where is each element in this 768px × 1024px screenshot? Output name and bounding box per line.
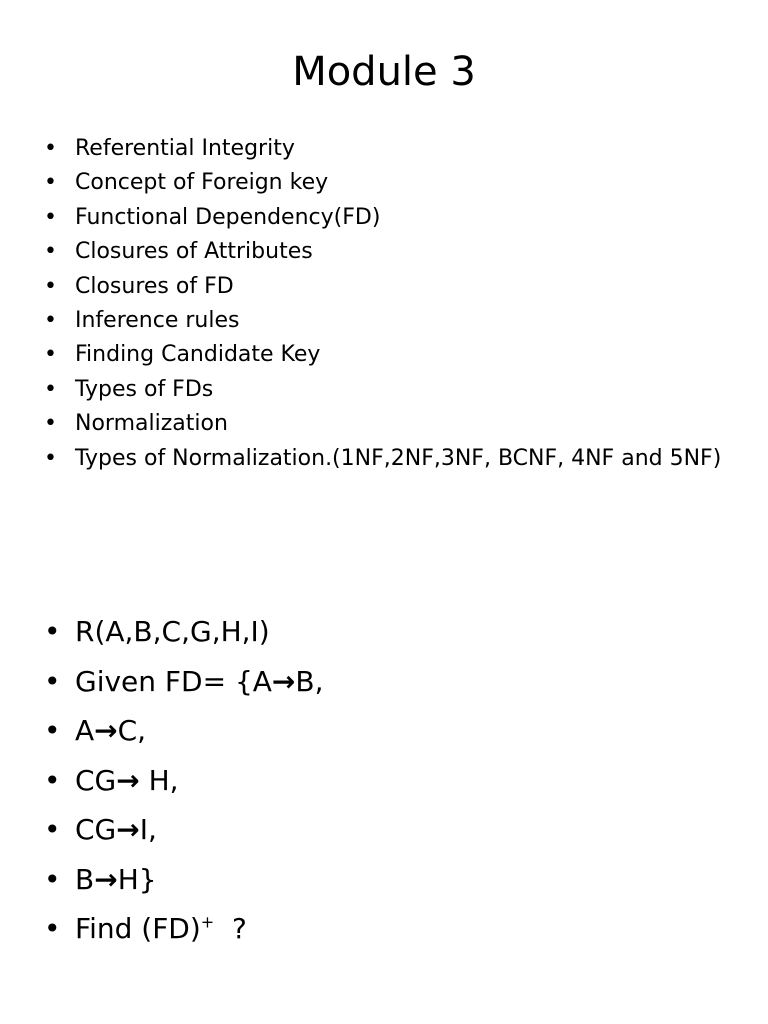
slide-title: Module 3 (292, 49, 476, 95)
question-mark: ? (214, 912, 247, 945)
topic-item: • Finding Candidate Key (44, 342, 724, 368)
closure-superscript: + (200, 912, 215, 932)
right-arrow-icon: → (116, 763, 140, 797)
topic-item: • Types of FDs (44, 377, 724, 403)
topic-item: • Inference rules (44, 308, 724, 334)
fd-left: Given FD= {A (75, 664, 272, 698)
topic-item: • Referential Integrity (44, 136, 724, 162)
problem-list (44, 614, 724, 961)
fd-right: H, (139, 763, 179, 797)
fd-right: I, (139, 813, 157, 846)
question-item (44, 911, 724, 947)
fd-left: B (75, 862, 95, 896)
fd-left: A (75, 714, 95, 747)
topic-item: • Closures of Attributes (44, 239, 724, 265)
topics-list (44, 136, 724, 480)
topic-item: • Types of Normalization.(1NF,2NF,3NF, BCNF, 4NF and 5NF) (44, 446, 724, 472)
fd-left: CG (75, 763, 117, 797)
fd-item (44, 862, 724, 898)
right-arrow-icon: → (116, 813, 140, 846)
topic-item: • Functional Dependency(FD) (44, 205, 724, 231)
question-text: Find (FD) (75, 912, 201, 945)
fd-given (44, 664, 724, 700)
relation-schema (44, 614, 724, 650)
fd-right: C, (117, 714, 147, 747)
right-arrow-icon: → (94, 862, 118, 896)
right-arrow-icon: → (94, 714, 118, 747)
fd-right: B, (295, 664, 324, 698)
topic-item: • Normalization (44, 411, 724, 437)
fd-right: H} (117, 862, 157, 896)
topic-item: • Concept of Foreign key (44, 170, 724, 196)
fd-left: CG (75, 813, 117, 846)
topic-item: • Closures of FD (44, 274, 724, 300)
fd-item (44, 763, 724, 799)
fd-item (44, 713, 724, 749)
fd-item (44, 812, 724, 848)
relation-text: R(A,B,C,G,H,I) (75, 615, 270, 648)
right-arrow-icon: → (271, 664, 296, 698)
